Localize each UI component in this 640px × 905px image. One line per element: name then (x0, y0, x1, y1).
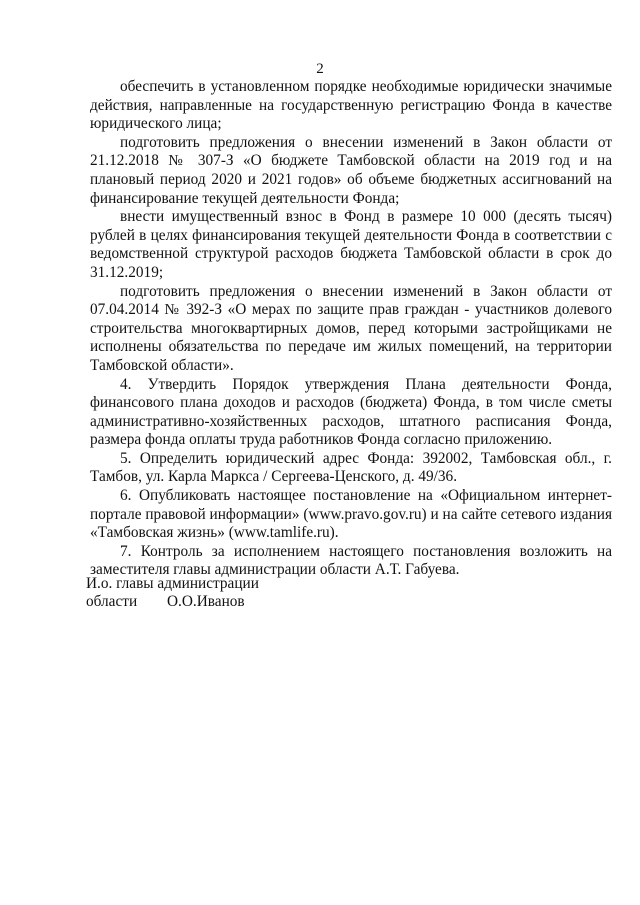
paragraph-property-contribution: внести имущественный взнос в Фонд в размере 10 000 (десять тысяч) рублей в целях финансирования текущей деятельности Фонда в соответствии с ведомственной структурой расходов бюджета Тамбовской области в срок до 31.12.2019; (90, 208, 612, 281)
signature-line-2 (86, 593, 259, 611)
page-number: 2 (316, 61, 324, 77)
paragraph-item-7: 7. Контроль за исполнением настоящего постановления возложить на заместителя главы администрации области А.Т. Габуева. (90, 542, 612, 579)
paragraph-item-6: 6. Опубликовать настоящее постановление на «Официальном интернет-портале правовой информации» (www.pravo.gov.ru) и на сайте сетевого издания «Тамбовская жизнь» (www.tamlife.ru). (90, 487, 612, 542)
signature-position: И.о. главы администрации (86, 575, 259, 592)
document-body (90, 78, 612, 580)
paragraph-registration: обеспечить в установленном порядке необходимые юридически значимые действия, направленные на государственную регистрацию Фонда в качестве юридического лица; (90, 78, 612, 133)
paragraph-shared-construction-law: подготовить предложения о внесении изменений в Закон области от 07.04.2014 № 392-З «О мерах по защите прав граждан - участников долевого строительства многоквартирных домов, перед которыми застройщиками не исполнены обязательства по передаче им жилых помещений, на территории Тамбовской области». (90, 282, 612, 374)
paragraph-item-4: 4. Утвердить Порядок утверждения Плана деятельности Фонда, финансового плана доходов и расходов (бюджета) Фонда, в том числе сметы административно-хозяйственных расходов, штатного расписания Фонда, размера фонда оплаты труда работников Фонда согласно приложению. (90, 375, 612, 449)
signatory-name: О.О.Иванов (166, 593, 245, 610)
paragraph-budget-law-amendment: подготовить предложения о внесении изменений в Закон области от 21.12.2018 № 307-З «О бюджете Тамбовской области на 2019 год и на плановый период 2020 и 2021 годов» об объеме бюджетных ассигнований на финансирование текущей деятельности Фонда; (90, 133, 612, 207)
paragraph-item-5: 5. Определить юридический адрес Фонда: 392002, Тамбовская обл., г. Тамбов, ул. Карла Маркса / Сергеева-Ценского, д. 49/36. (90, 449, 612, 486)
signature-position-cont: области (86, 593, 138, 610)
signature-block (86, 575, 259, 611)
